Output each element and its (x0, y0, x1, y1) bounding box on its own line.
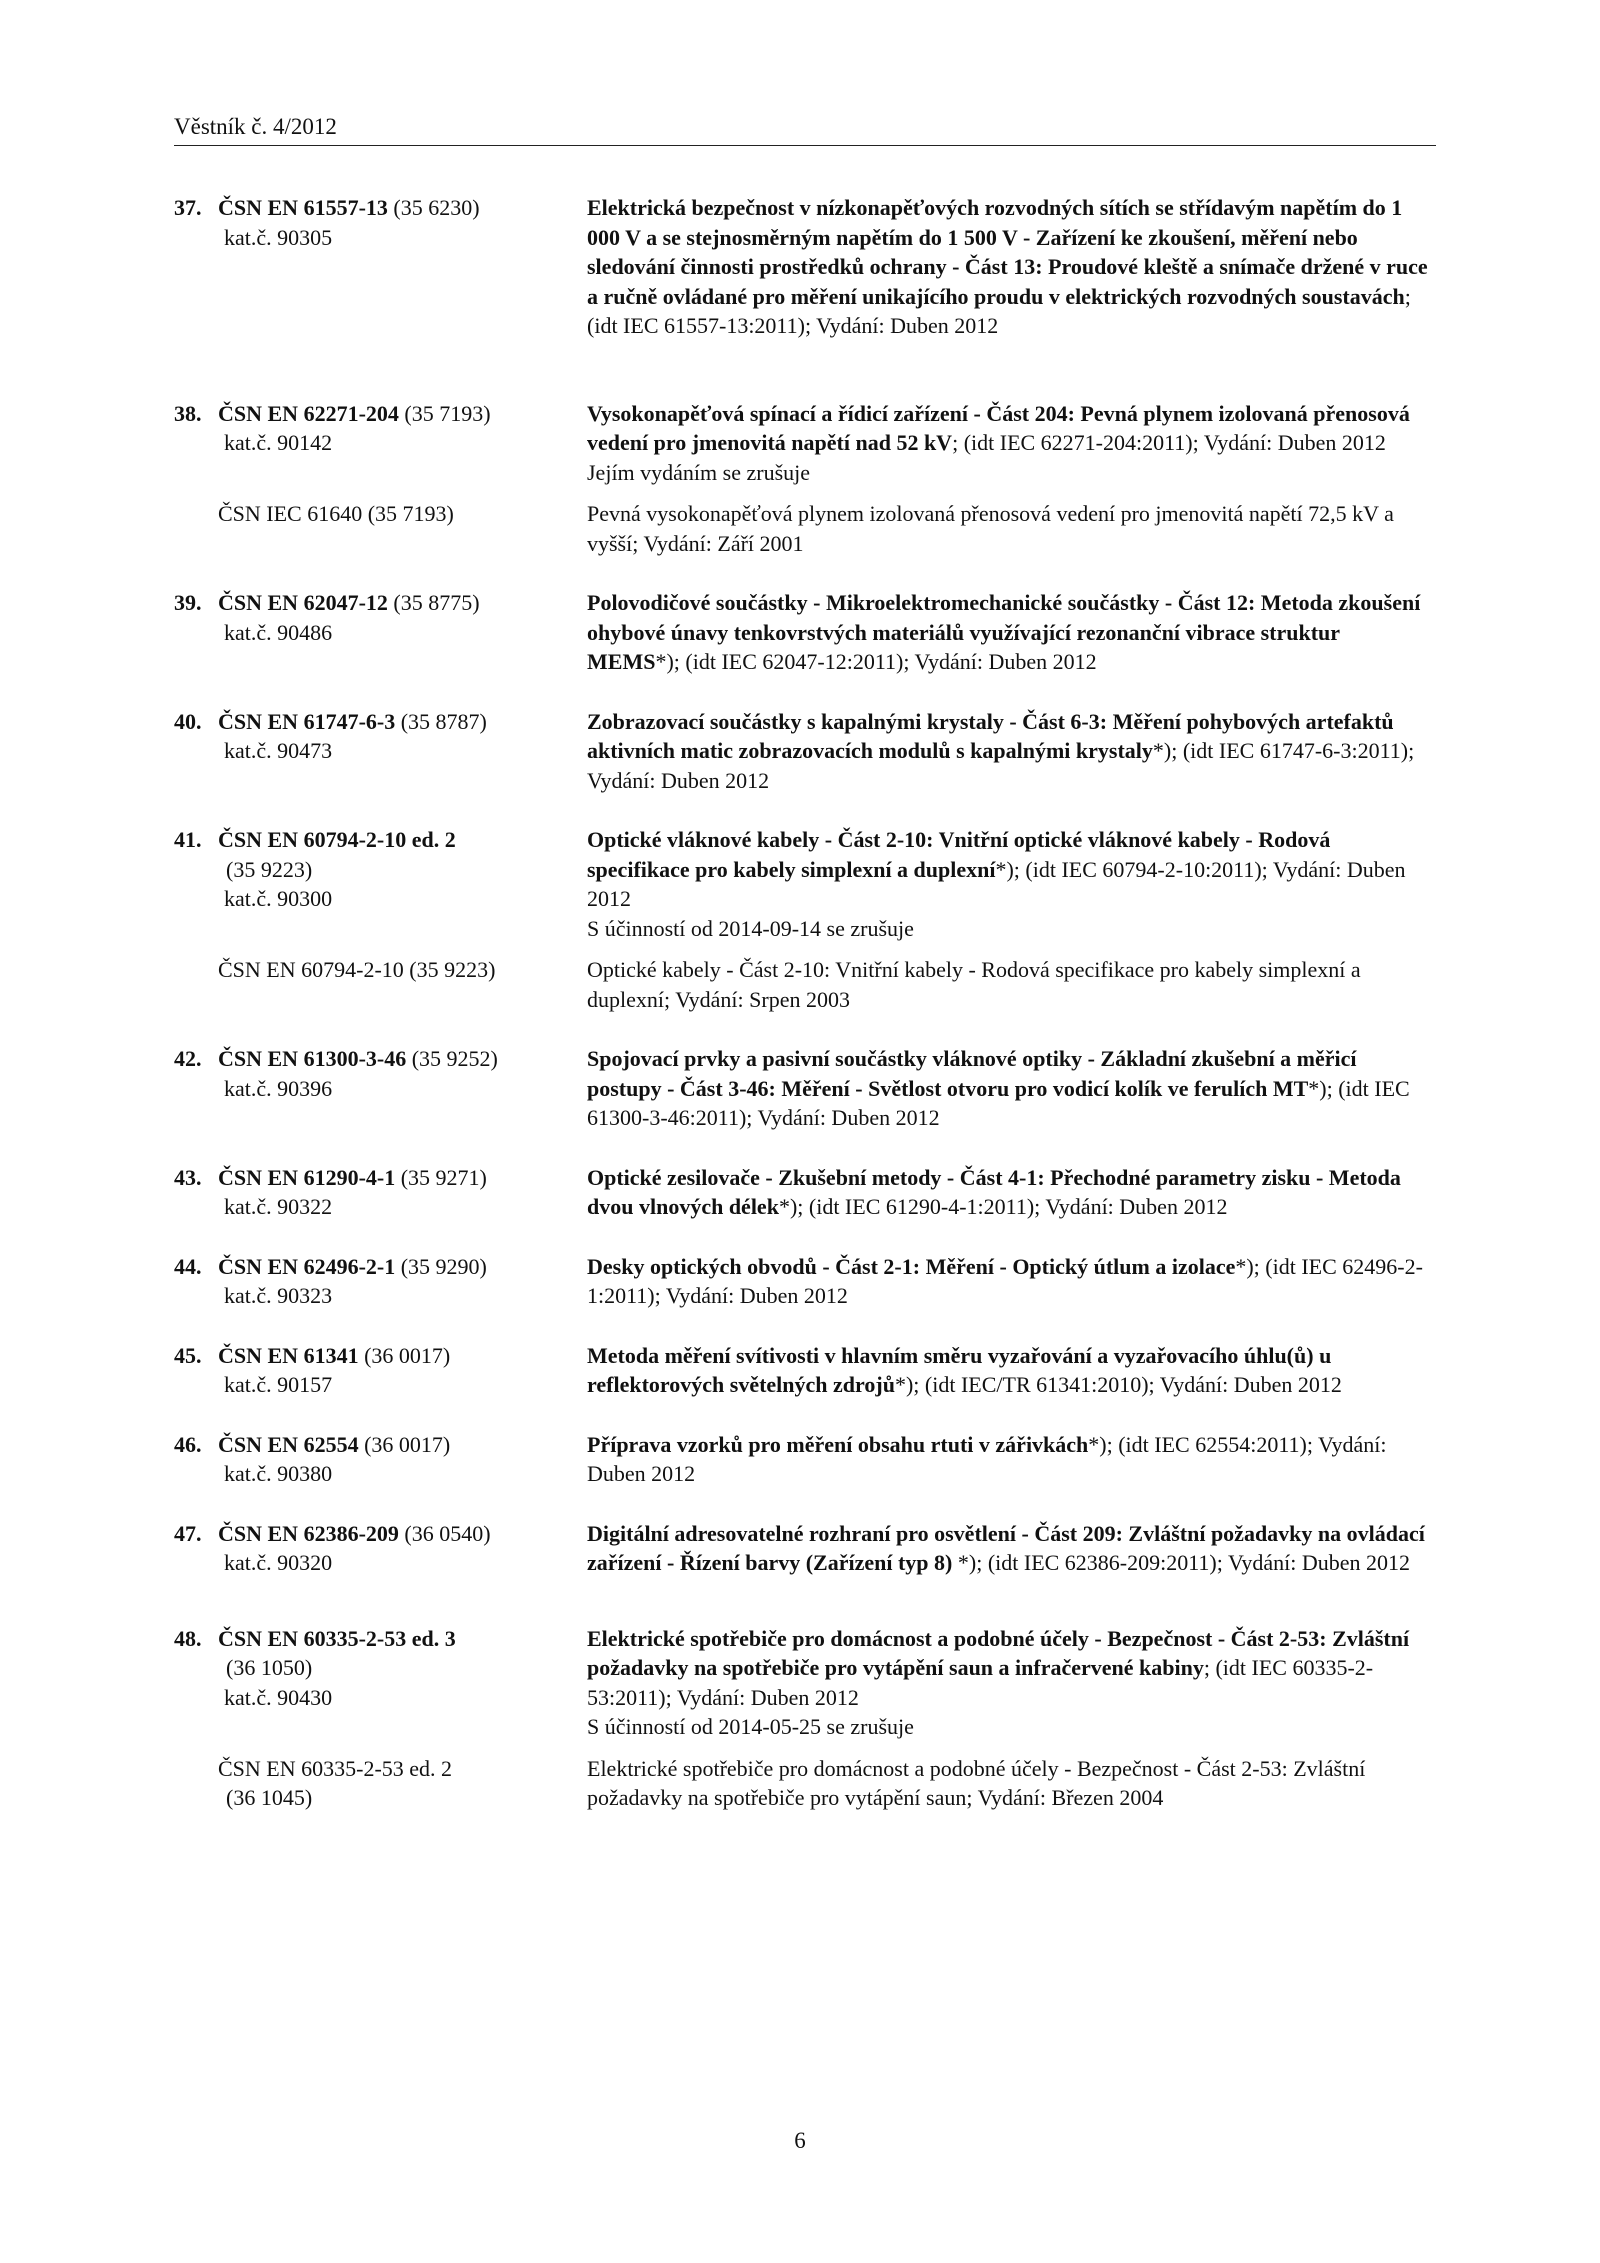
standard-title: Polovodičové součástky - Mikroelektromechanické součástky - Část 12: Metoda zkoušení ohybové únavy tenkovrstvých materiálů využívající rezonanční vibrace struktur MEMS (587, 590, 1421, 674)
standard-code: (36 1050) (226, 1655, 313, 1680)
list-item (174, 955, 1436, 1014)
entry-number: 47. (174, 1520, 202, 1546)
replaced-standard: ČSN EN 60794-2-10 (35 9223) (218, 957, 496, 982)
list-item (174, 707, 1436, 796)
standard-code: (35 7193) (398, 400, 491, 426)
entry-number: 43. (174, 1164, 202, 1190)
standard-title: Zobrazovací součástky s kapalnými krystaly - Část 6-3: Měření pohybových artefaktů aktivních matic zobrazovacích modulů s kapalnými krystaly (587, 708, 1394, 763)
standard-id: ČSN EN 61557-13 (218, 195, 388, 220)
entry-number: 40. (174, 708, 202, 734)
standard-title: Optické vláknové kabely - Část 2-10: Vnitřní optické vláknové kabely - Rodová specifikace pro kabely simplexní a duplexní (587, 827, 1331, 882)
catalog-number: kat.č. 90142 (224, 430, 333, 455)
standard-code: (36 0540) (398, 1520, 491, 1546)
standard-info: *); (idt IEC 60794-2-10:2011); Vydání: Duben 2012 (587, 856, 1406, 911)
journal-title: Věstník č. 4/2012 (174, 114, 337, 139)
list-item (174, 1754, 1436, 1813)
standard-info: *); (idt IEC 62386-209:2011); Vydání: Duben 2012 (952, 1550, 1411, 1575)
entry-number: 39. (174, 590, 202, 615)
catalog-number: kat.č. 90430 (224, 1684, 333, 1710)
standard-code: (36 0017) (358, 1431, 451, 1457)
catalog-number: kat.č. 90300 (224, 886, 333, 911)
standard-info: ; (idt IEC 62271-204:2011); Vydání: Duben 2012 (952, 430, 1386, 455)
replacement-note: Jejím vydáním se zrušuje (587, 459, 811, 485)
entry-number: 46. (174, 1431, 202, 1457)
list-item (174, 399, 1436, 488)
standard-id: ČSN EN 60794-2-10 ed. 2 (218, 827, 456, 852)
standard-code: (35 9290) (395, 1253, 487, 1279)
standard-info: ; (idt IEC 60335-2-53:2011); Vydání: Duben 2012 (587, 1655, 1374, 1710)
standard-info: *); (idt IEC 61290-4-1:2011); Vydání: Duben 2012 (778, 1194, 1228, 1219)
list-item (174, 1341, 1436, 1400)
list-item (174, 193, 1436, 341)
standard-id: ČSN EN 61341 (218, 1342, 359, 1368)
standard-id: ČSN EN 61290-4-1 (218, 1164, 396, 1190)
standard-info: *); (idt IEC 61747-6-3:2011); Vydání: Duben 2012 (587, 738, 1415, 793)
standard-code: (35 9223) (226, 856, 313, 882)
standard-code: (35 9271) (395, 1164, 487, 1190)
standard-title: Vysokonapěťová spínací a řídicí zařízení - Část 204: Pevná plynem izolovaná přenosová vedení pro jmenovitá napětí nad 52 kV (587, 400, 1410, 455)
standards-list (174, 193, 1436, 1813)
replaced-standard: ČSN IEC 61640 (35 7193) (218, 501, 454, 526)
entry-number: 37. (174, 195, 202, 220)
standard-id: ČSN EN 61747-6-3 (218, 708, 396, 734)
list-item (174, 825, 1436, 943)
catalog-number: kat.č. 90380 (224, 1461, 333, 1486)
list-item (174, 1624, 1436, 1742)
page-number: 6 (794, 2128, 806, 2153)
list-item (174, 1252, 1436, 1311)
list-item (174, 588, 1436, 677)
replaced-standard: ČSN EN 60335-2-53 ed. 2 (218, 1755, 453, 1781)
standard-info: *); (idt IEC 62554:2011); Vydání: Duben 2012 (587, 1431, 1387, 1486)
catalog-number: kat.č. 90157 (224, 1372, 333, 1397)
standard-title: Optické zesilovače - Zkušební metody - Část 4-1: Přechodné parametry zisku - Metoda dvou vlnových délek (587, 1164, 1401, 1219)
standard-id: ČSN EN 62386-209 (218, 1520, 399, 1546)
standard-title: Desky optických obvodů - Část 2-1: Měření - Optický útlum a izolace (587, 1253, 1236, 1279)
list-item (174, 1519, 1436, 1578)
catalog-number: kat.č. 90322 (224, 1194, 333, 1219)
list-item (174, 499, 1436, 558)
replaced-standard-description: Optické kabely - Část 2-10: Vnitřní kabely - Rodová specifikace pro kabely simplexní a duplexní; Vydání: Srpen 2003 (587, 957, 1361, 1012)
list-item (174, 1044, 1436, 1133)
catalog-number: kat.č. 90486 (224, 619, 333, 645)
standard-code: (35 6230) (387, 195, 480, 220)
entry-number: 38. (174, 400, 202, 426)
standard-code: (36 0017) (358, 1342, 451, 1368)
replaced-standard-code: (36 1045) (226, 1785, 313, 1810)
standard-title: Elektrické spotřebiče pro domácnost a podobné účely - Bezpečnost - Část 2-53: Zvláštní požadavky na spotřebiče pro vytápění saun a infračervené kabiny (587, 1625, 1410, 1680)
catalog-number: kat.č. 90323 (224, 1283, 333, 1308)
standard-code: (35 9252) (406, 1046, 498, 1071)
standard-title: Spojovací prvky a pasivní součástky vláknové optiky - Základní zkušební a měřicí postupy - Část 3-46: Měření - Světlost otvoru pro vodicí kolík ve ferulích MT (587, 1046, 1357, 1101)
page-header (174, 112, 1436, 142)
standard-title: Metoda měření svítivosti v hlavním směru vyzařování a vyzařovacího úhlu(ů) u reflektorových světelných zdrojů (587, 1342, 1332, 1397)
standard-id: ČSN EN 61300-3-46 (218, 1046, 407, 1071)
catalog-number: kat.č. 90396 (224, 1075, 333, 1101)
standard-info: *); (idt IEC 61300-3-46:2011); Vydání: Duben 2012 (587, 1075, 1410, 1130)
standard-id: ČSN EN 62554 (218, 1431, 359, 1457)
standard-id: ČSN EN 60335-2-53 ed. 3 (218, 1625, 456, 1651)
entry-number: 41. (174, 827, 202, 852)
replacement-note: S účinností od 2014-09-14 se zrušuje (587, 915, 914, 941)
standard-title: Elektrická bezpečnost v nízkonapěťových rozvodných sítích se střídavým napětím do 1 000 V a se stejnosměrným napětím do 1 500 V - Zařízení ke zkoušení, měření nebo sledování činnosti prostředků ochrany - Část 13: Proudové kleště a snímače držené v ruce a ručně ovládané pro měření unikajícího proudu v elektrických rozvodných soustavách (587, 195, 1428, 309)
catalog-number: kat.č. 90305 (224, 224, 333, 250)
list-item (174, 1430, 1436, 1489)
standard-code: (35 8775) (387, 590, 480, 615)
standard-id: ČSN EN 62496-2-1 (218, 1253, 396, 1279)
header-divider (174, 145, 1436, 146)
standard-id: ČSN EN 62047-12 (218, 590, 388, 615)
list-item (174, 1163, 1436, 1222)
entry-number: 42. (174, 1046, 202, 1071)
replaced-standard-description: Pevná vysokonapěťová plynem izolovaná přenosová vedení pro jmenovitá napětí 72,5 kV a vyšší; Vydání: Září 2001 (587, 501, 1394, 556)
standard-info: ; (idt IEC 61557-13:2011); Vydání: Duben 2012 (587, 283, 1411, 338)
standard-code: (35 8787) (395, 708, 487, 734)
entry-number: 45. (174, 1342, 202, 1368)
standard-info: *); (idt IEC/TR 61341:2010); Vydání: Duben 2012 (894, 1372, 1342, 1397)
standard-id: ČSN EN 62271-204 (218, 400, 399, 426)
catalog-number: kat.č. 90320 (224, 1550, 333, 1575)
entry-number: 48. (174, 1625, 202, 1651)
replacement-note: S účinností od 2014-05-25 se zrušuje (587, 1714, 914, 1739)
replaced-standard-description: Elektrické spotřebiče pro domácnost a podobné účely - Bezpečnost - Část 2-53: Zvláštní požadavky na spotřebiče pro vytápění saun; Vydání: Březen 2004 (587, 1755, 1366, 1810)
standard-title: Digitální adresovatelné rozhraní pro osvětlení - Část 209: Zvláštní požadavky na ovládací zařízení - Řízení barvy (Zařízení typ 8) (587, 1520, 1425, 1575)
catalog-number: kat.č. 90473 (224, 738, 333, 763)
standard-info: *); (idt IEC 62496-2-1:2011); Vydání: Duben 2012 (587, 1253, 1423, 1308)
standard-info: *); (idt IEC 62047-12:2011); Vydání: Duben 2012 (655, 649, 1097, 674)
standard-title: Příprava vzorků pro měření obsahu rtuti v zářivkách (587, 1431, 1089, 1457)
entry-number: 44. (174, 1253, 202, 1279)
